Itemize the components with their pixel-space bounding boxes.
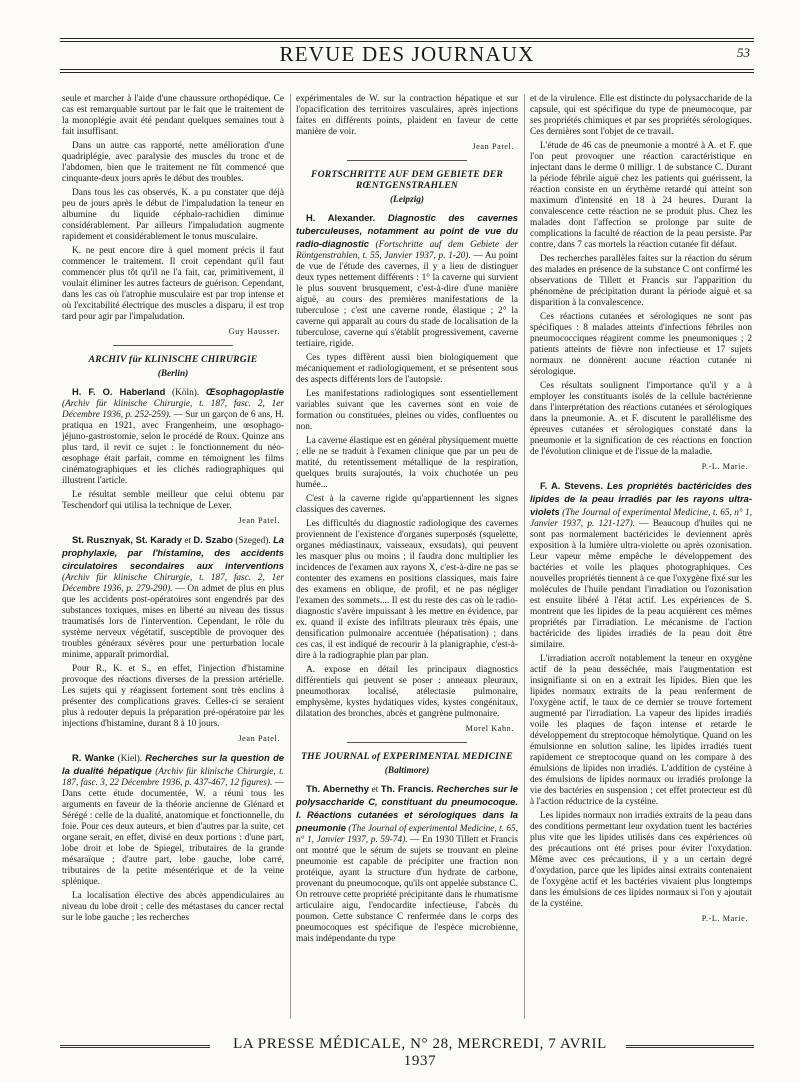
journal-heading: FORTSCHRITTE AUF DEM GEBIETE DER RŒNTGENSTRAHLEN [311,169,503,191]
paragraph: Les difficultés du diagnostic radiologique des cavernes proviennent de l'existence d'organes superposés (squelette, organes médiastinaux, vaisseaux, exsudats), qui peuvent les masquer plus ou moins ; il faudra donc multiplier les incidences de l'examen aux rayons X, c'est-à-dire ne pas se contenter des examens en positions classiques, mais faire des examens en oblique, de profil, et ne pas négliger l'examen des sommets.... Il est du reste des cas où le radio-diagnostic s'avère impuissant à les mettre en évidence, par ex. quand il existe des infiltrats pleuraux très épais, une densification pulmonaire accentuée (hépatisation) ; dans ces cas, il est indiqué de recourir à la planigraphie, c'est-à-dire à la radiographie plan par plan. [296,519,518,661]
author-signature: Guy Hausser. [228,327,280,336]
paragraph: Les lipides normaux non irradiés extraits de la peau dans des conditions permettant leur oxydation tuent les bactéries plus vite que les lipides utilisés dans ces expériences où des précautions ont été prises pour éviter l'oxydation. Même avec ces précautions, il y a un certain degré d'oxydation, parce que les lipides ainsi extraits contenaient de l'oxygène actif et les bactéries vivaient plus longtemps dans les émulsions de ces lipides normaux si l'on y ajoutait de la cystéine. [530,811,752,909]
abstract-source: (Archiv für klinische Chirurgie, t. 187, fasc. 2, 1er Décembre 1936, p. 279-290). [62,573,284,594]
paragraph: Ces résultats soulignent l'importance qu'il y a à employer les constituants isolés de la cellule bactérienne dans l'interprétation des réactions cutanées et sérologiques dans la pneumonie. A. et F. discutent le parallélisme des épreuves cutanées et sérologiques constaté dans la pneumonie et la signification de ces réactions en fonction de l'évolution clinique et de l'issue de la maladie. [530,381,752,457]
paragraph: L'étude de 46 cas de pneumonie a montré à A. et F. que l'on peut provoquer une réaction caractéristique en injectant dans le derme 0 milligr. 1 de substance C. Durant la période fébrile aiguë chez les patients qui guérissent, la réaction consiste en un érythème retardé qui atteint son maximum d'intensité en 18 à 24 heures. Durant la convalescence cette réaction ne se produit plus. Chez les malades dont l'affection se prolonge par suite de complications la faculté de réaction de la peau persiste. Par contre, dans 7 cas mortels la réaction cutanée fit défaut. [530,141,752,250]
abstract-source: (Fortschritte auf dem Gebiete der Röntgenstrahlen, t. 55, Janvier 1937, p. 1-20). [296,240,518,261]
abstract-source: (The Journal of experimental Medicine, t. 65, n° 1, Janvier 1937, p. 121-127). [530,508,752,529]
paragraph: Pour R., K. et S., en effet, l'injection d'histamine provoque des réactions diverses de la pression artérielle. Les sujets qui y réagissent fortement sont très enclins à présenter des complications graves. Celles-ci se seraient plus à redouter depuis la préparation pré-opératoire par les injections d'histamine, durant 8 à 10 jours. [62,664,284,729]
paragraph: La caverne élastique est en général physiquement muette ; elle ne se traduit à l'examen clinique que par un peu de matité, du retentissement métallique de la respiration, quelques bruits surajoutés, la voix chuchotée un peu humée... [296,436,518,490]
abstract-entry [62,752,284,888]
header-rule-top [60,38,754,39]
author-signature: P.-L. Marie. [701,914,748,923]
page-header [60,38,754,78]
paragraph: Ces types diffèrent aussi bien biologiquement que mécaniquement et radiologiquement, et se présentent sous des aspects différents lors de l'autopsie. [296,353,518,385]
abstract-entry [62,534,284,661]
journal-section-title: REVUE DES JOURNAUX [279,42,535,66]
abstract-conjunction: et [182,536,194,546]
abstract-source: (Archiv für klinische Chirurgie, t. 187, fasc. 2, 1er Décembre 1936, p. 252-259). [62,399,284,420]
abstract-location: (Köln). [165,388,206,398]
author-signature: Morel Kahn. [465,724,514,733]
abstract-entry [530,480,752,651]
author-signature: Jean Patel. [238,516,280,525]
abstract-entry [296,783,518,945]
abstract-location: (Kiel). [114,754,146,764]
abstract-title: Les propriétés bactéricides des lipides de la peau irradiés par les rayons ultra-violets [530,480,752,517]
abstract-body: — Dans cette étude documentée, W. a réuni tous les arguments en faveur de la théorie ancienne de Glénard et Sérégé : celle de la dualité, anatomique et fonctionnelle, du foie. Pour ces deux auteurs, et bien d'autres par la suite, cet organe serait, en effet, divisé en deux portions : d'une part, lobe droit et lobe de Spiegel, tributaires de la grande mésaraïque ; d'autre part, lobe gauche, lobe carré, tributaires de la petite mésentérique et de la veine splénique. [62,778,285,887]
abstract-source: (The Journal of experimental Medicine, t. 65, n° 1, Janvier 1937, p. 59-74). [296,824,518,845]
paragraph: L'irradiation accroît notablement la teneur en oxygène actif de la peau desséchée, mais l'augmentation est insignifiante si on en a extrait les lipides. Bien que les lipides normaux extraits de la peau renferment de l'oxygène actif, le taux de ce dernier se trouve fortement augmenté par l'irradiation. La vapeur des lipides irradiés voile les plaques de façon intense et retarde le développement du streptocoque hémolytique. Quand on les émulsionne en solution saline, les lipides irradiés tuent rapidement ce streptocoque quand on les compare à des émulsions de lipides non irradiés. L'addition de cystéine à des émulsions de lipides normaux ou irradiés prolonge la vie des bactéries en suspension ; cet effet protecteur est dû à l'action réductrice de la cystéine. [530,654,752,807]
abstract-authors: St. Rusznyak, St. Karady [72,534,182,545]
abstract-location: (Szeged). [233,536,274,546]
journal-city: (Leipzig) [389,195,425,205]
abstract-body: — En 1930 Tillett et Francis ont montré que le sérum de sujets se trouvant en pleine pneumonie est capable de précipiter une fraction non protéique, ayant la structure d'un hydrate de carbone, provenant du pneumocoque, qu'ils ont appelée substance C. On retrouve cette propriété précipitante dans le rhumatisme articulaire aigu, l'endocardite infectieuse, l'abcès du poumon. Cette substance C renfermée dans le corps des pneumocoques est spécifique de l'espèce microbienne, mais indépendante du type [296,835,518,944]
paragraph: Des recherches parallèles faites sur la réaction du sérum des malades en présence de la substance C ont confirmé les observations de Tillett et Francis sur l'apparition du phénomène de précipitation durant la période aiguë et sa disparition à la convalescence. [530,254,752,308]
abstract-title: Diagnostic des cavernes tuberculeuses, notamment au point de vue du radio-diagnostic [296,212,518,249]
paragraph: Dans un autre cas rapporté, nette amélioration d'une quadriplégie, avec paralysie des muscles du tronc et de l'abdomen, bien que le traitement ne fût commencé que cinquante-deux jours après le début des troubles. [62,141,284,184]
paragraph: La localisation élective des abcès appendiculaires au niveau du lobe droit ; celle des métastases du cancer rectal sur le lobe gauche ; les recherches [62,891,284,923]
abstract-entry [62,386,284,487]
journal-heading: THE JOURNAL of EXPERIMENTAL MEDICINE [301,751,513,762]
paragraph: Dans tous les cas observés, K. a pu constater que déjà peu de jours après le début de l'impaludation la teneur en albumine du liquide céphalo-rachidien diminue considérablement. Par ailleurs l'impaludation augmente rapidement et considérablement le tonus musculaire. [62,188,284,242]
paragraph: seule et marcher à l'aide d'une chaussure orthopédique. Ce cas est remarquable surtout par le fait que le traitement de la monoplégie avait été pendant quelques semaines tout à fait insuffisant. [62,94,284,137]
footer-rule-right [626,1045,754,1048]
column-divider [290,94,291,1019]
abstract-entry [296,212,518,350]
abstract-body: — Au point de vue de l'étude des cavernes, il y a lieu de distinguer deux types nettement différents : 1° la caverne qui survient le plus souvent brusquement, c'est-à-dire d'une manière aiguë, au cours des premières manifestations de la tuberculose ; c'est une caverne ronde, élastique ; 2° la caverne qui apparaît au cours du stade de localisation de la tuberculose, caverne qui s'établit progressivement, caverne tertiaire, rigide. [296,251,518,349]
paragraph: Le résultat semble meilleur que celui obtenu par Teschendorf qui utilisa la technique de Lexer. [62,490,284,511]
author-signature: P.-L. Marie. [701,462,748,471]
abstract-conjunction: et [368,785,381,795]
paragraph: K. ne peut encore dire à quel moment précis il faut commencer le traitement. Il croit cependant qu'il faut commencer plus tôt qu'il ne l'a fait, car, primitivement, il voulait éliminer les autres facteurs de guérison. Cependant, dans les cas où l'atrophie musculaire est par trop intense et où l'excitabilité électrique des muscles a disparu, il est trop tard pour agir par l'impaludation. [62,246,284,322]
abstract-authors: Th. Francis. [380,783,434,794]
section-divider [113,345,233,346]
abstract-authors: H. F. O. Haberland [72,386,166,397]
abstract-body: — Sur un garçon de 6 ans, H. pratiqua en 1921, avec Frangenheim, une œsophago-jéjuno-gastrostomie, selon le procédé de Roux. Quinze ans plus tard, il revit ce sujet : le fonctionnement du néo-œsophage était parfait, comme en témoignent les films cinématographiques et les clichés radiographiques qui illustrent l'article. [62,410,285,486]
paragraph: Ces réactions cutanées et sérologiques ne sont pas spécifiques : 8 malades atteints d'infections fébriles non pneumococciques réagirent comme les pneumoniques ; 2 patients atteints de fièvre non infectieuse et 17 sujets normaux ne donnèrent aucune réaction cutanée ni sérologique. [530,312,752,377]
section-divider [347,742,467,743]
author-signature: Jean Patel. [472,142,514,151]
author-signature: Jean Patel. [238,734,280,743]
column-left [62,94,284,927]
abstract-authors: R. Wanke [72,752,115,763]
header-rule-bottom [60,72,754,73]
abstract-title: Recherches sur la question de la dualité hépatique [62,752,285,776]
page-number: 53 [737,45,750,60]
abstract-title: Œsophagoplastie [205,386,284,397]
footer-rule-left [60,1045,210,1048]
abstract-authors: F. A. Stevens. [540,480,603,491]
abstract-authors: Th. Abernethy [306,783,369,794]
abstract-title: Recherches sur le polysaccharide C, constituant du pneumocoque. I. Réactions cutanées et sérologiques dans la pneumonie [296,783,519,833]
paragraph: Les manifestations radiologiques sont essentiellement variables suivant que les cavernes sont en voie de formation ou constituées, pleines ou vides, confluentes ou non. [296,389,518,432]
abstract-source: (Archiv für klinische Chirurgie, t. 187, fasc. 3, 22 Décembre 1936, p. 437-467, 12 figures). [62,767,284,788]
abstract-authors: D. Szabo [193,534,234,545]
paragraph: expérimentales de W. sur la contraction hépatique et sur l'opacification des territoires vasculaires, après injections faites en différents points, plaident en faveur de cette manière de voir. [296,94,518,137]
paragraph: A. expose en détail les principaux diagnostics différentiels qui peuvent se poser : anneaux pleuraux, pneumothorax localisé, atélectasie pulmonaire, emphysème, kystes hydatiques vides, kystes congénitaux, dilatation des bronches, abcès et gangrène pulmonaire. [296,665,518,719]
section-divider [347,160,467,161]
paragraph: et de la virulence. Elle est distincte du polysaccharide de la capsule, qui est spécifique du type de pneumocoque, par ses propriétés chimiques et par ses propriétés sérologiques. Ces dernières sont l'objet de ce travail. [530,94,752,137]
column-middle [296,94,518,948]
column-right [530,94,752,932]
abstract-body: — On admet de plus en plus que les accidents post-opératoires sont engendrés par des substances toxiques, mises en liberté au niveau des tissus traumatisés lors de l'intervention. Cependant, le rôle du système nerveux végétatif, susceptible de provoquer des troubles généraux sévères pour une perturbation locale minime, apparaît primordial. [62,584,284,660]
abstract-body: — Beaucoup d'huiles qui ne sont pas normalement bactéricides le deviennent après exposition à la lumière ultra-violette ou après ozonisation. Leur vapeur même empêche le développement des bactéries et voile les plaques photographiques. Ces nouvelles propriétés tiennent à ce que l'oxygène fixé sur les molécules de l'huile pendant l'irradiation ou l'ozonisation est ensuite libéré à l'état actif. Les expériences de S. montrent que les lipides de la peau acquièrent ces mêmes propriétés par l'irradiation. Le mécanisme de l'action bactéricide des lipides irradiés de la peau doit être similaire. [530,519,752,650]
journal-heading: ARCHIV für KLINISCHE CHIRURGIE [88,354,258,365]
publication-line: LA PRESSE MÉDICALE, N° 28, MERCREDI, 7 AVRIL 1937 [233,1036,607,1069]
page-footer [60,1034,754,1069]
paragraph: C'est à la caverne rigide qu'appartiennent les signes classiques des cavernes. [296,494,518,515]
abstract-title: La prophylaxie, par l'histamine, des accidents circulatoires secondaires aux interventions [62,534,285,571]
journal-city: (Berlin) [157,369,189,379]
article-columns [62,94,752,1024]
abstract-authors: H. Alexander. [306,212,376,223]
journal-city: (Baltimore) [384,766,430,776]
column-divider [524,94,525,1019]
header-rule-bottom-inner [60,69,754,70]
